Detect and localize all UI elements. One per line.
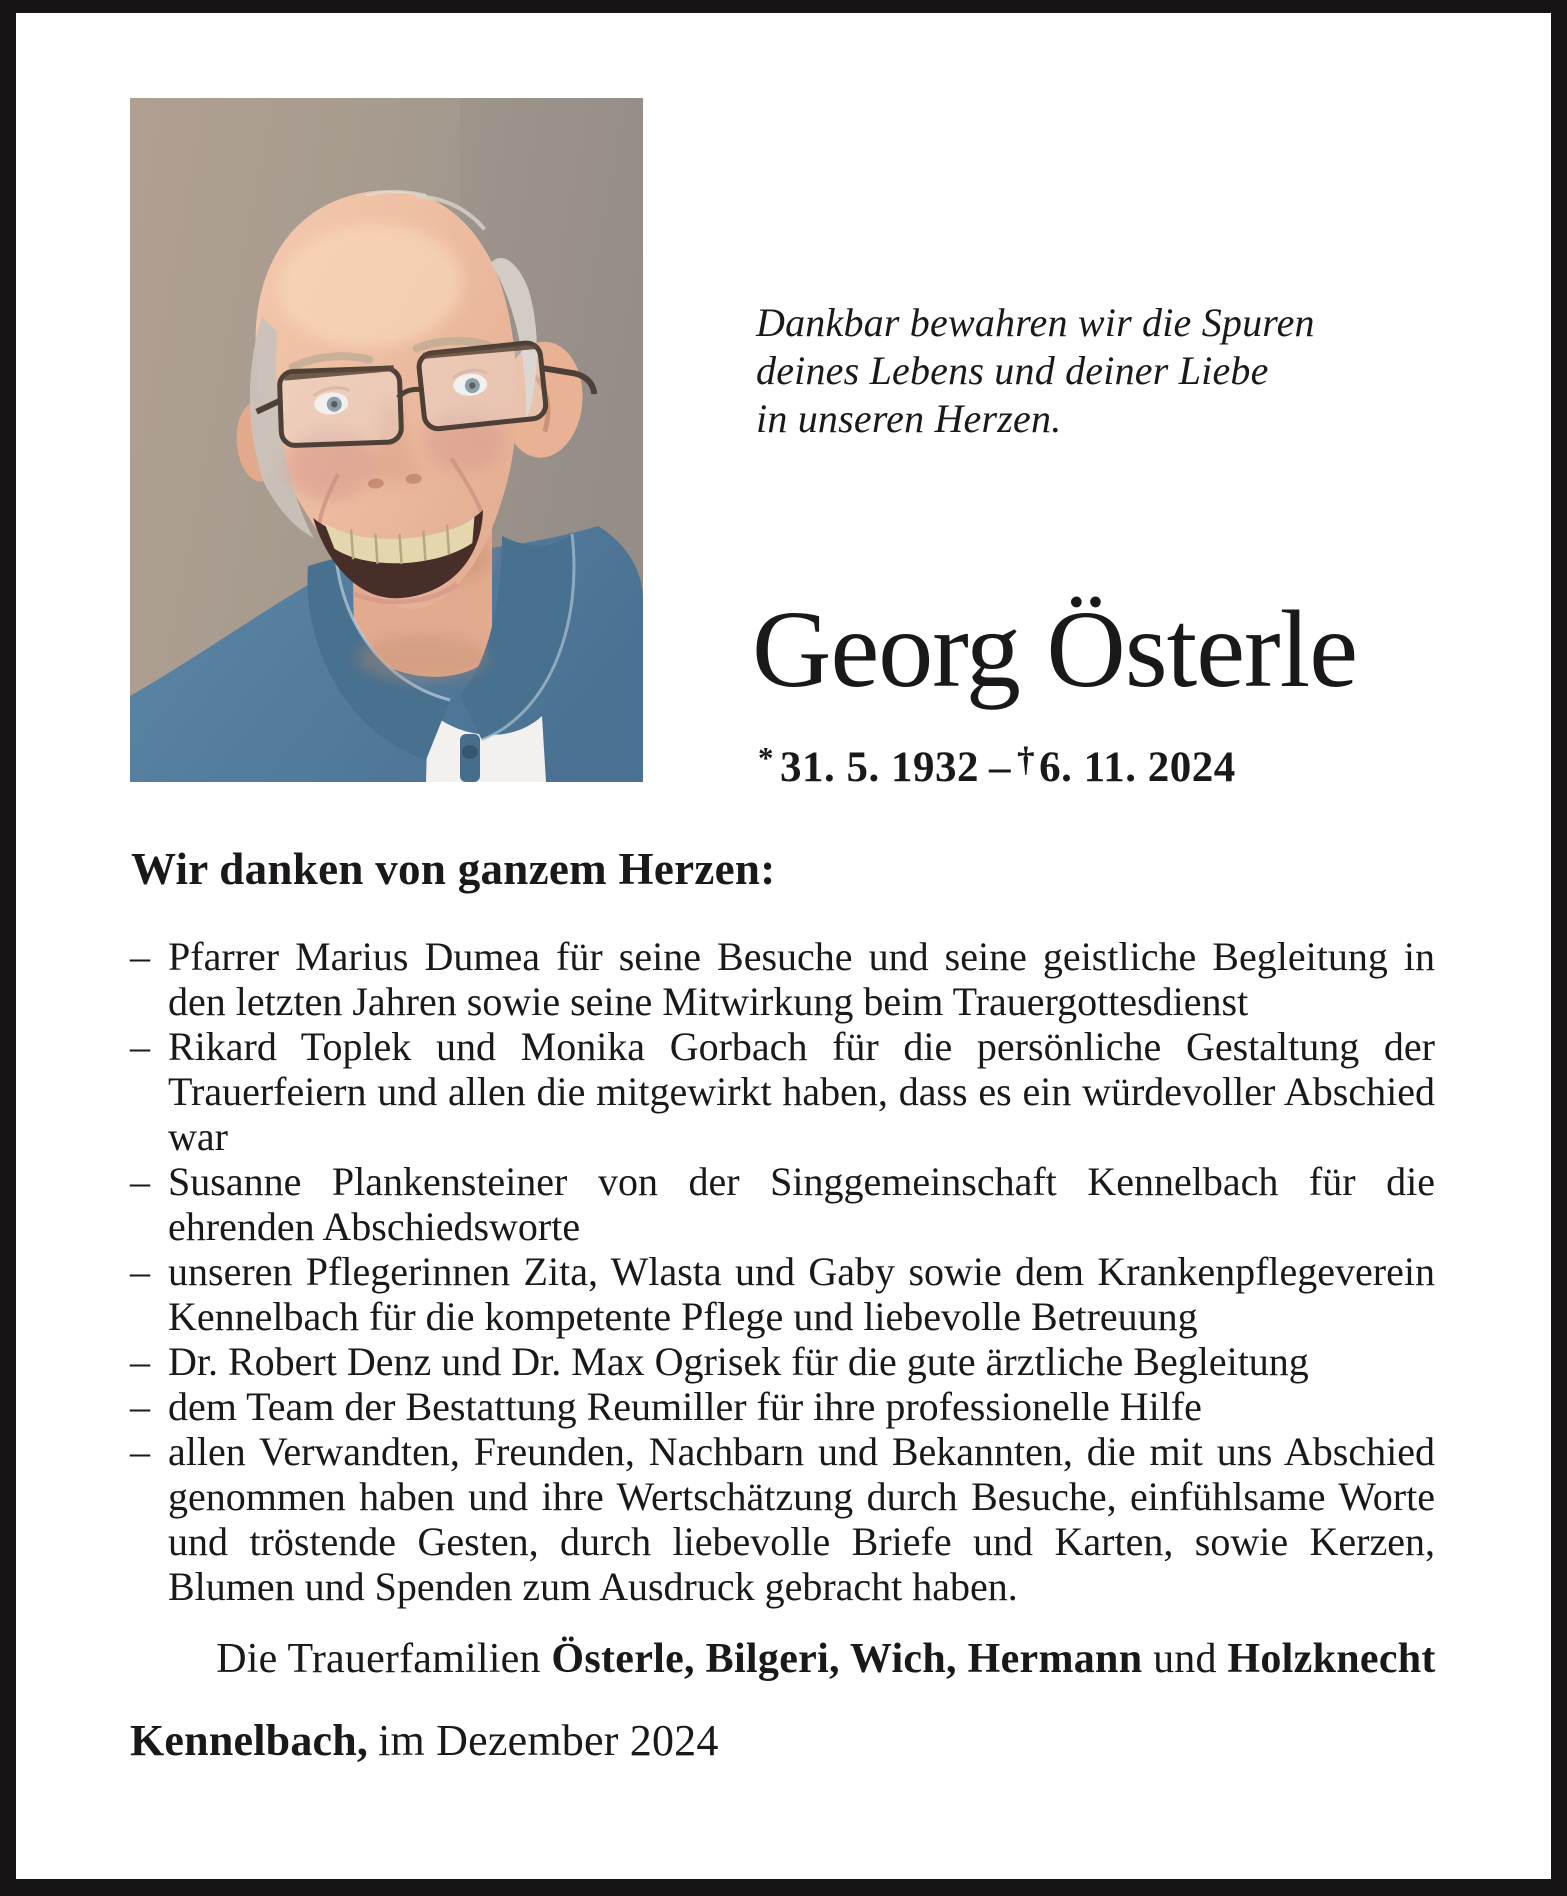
- dash-bullet-icon: –: [130, 1384, 150, 1429]
- thanks-list: [130, 934, 1435, 1609]
- family-prefix: Die Trauerfamilien: [216, 1636, 541, 1682]
- dash-bullet-icon: –: [130, 1429, 150, 1474]
- thanks-item-text: Rikard Toplek und Monika Gorbach für die persönliche Gestaltung der Trauerfeiern und allen die mitgewirkt haben, dass es ein würdevoller Abschied war: [168, 1024, 1435, 1159]
- thanks-item-text: unseren Pflegerinnen Zita, Wlasta und Gaby sowie dem Krankenpflegeverein Kennelbach für die kompetente Pflege und liebevolle Betreuung: [168, 1249, 1435, 1339]
- notice-sheet: [16, 13, 1551, 1879]
- thanks-list-item: [130, 1339, 1435, 1384]
- dash-bullet-icon: –: [130, 1159, 150, 1204]
- thanks-list-item: [130, 1429, 1435, 1609]
- quote-line: deines Lebens und deiner Liebe: [756, 348, 1269, 393]
- quote-line: Dankbar bewahren wir die Spuren: [756, 300, 1315, 345]
- closing-line: [130, 1715, 719, 1766]
- thanks-item-text: allen Verwandten, Freunden, Nachbarn und Bekannten, die mit uns Abschied genommen haben und ihre Wertschätzung durch Besuche, einfühlsame Worte und tröstende Gesten, durch liebevolle Briefe und Karten, sowie Kerzen, Blumen und Spenden zum Ausdruck gebracht haben.: [168, 1429, 1435, 1609]
- life-dates: [758, 739, 1236, 794]
- family-conjunction: und: [1153, 1636, 1217, 1682]
- death-cross-icon: †: [1016, 740, 1036, 780]
- thanks-list-item: [130, 1249, 1435, 1339]
- quote-line: in unseren Herzen.: [756, 396, 1062, 441]
- deceased-name: Georg Österle: [752, 588, 1358, 710]
- thanks-item-text: Dr. Robert Denz und Dr. Max Ogrisek für die gute ärztliche Begleitung: [168, 1339, 1309, 1384]
- thanks-heading: Wir danken von ganzem Herzen:: [131, 844, 776, 894]
- dates-separator: –: [988, 744, 1011, 791]
- closing-date: im Dezember 2024: [378, 1716, 719, 1765]
- dash-bullet-icon: –: [130, 1249, 150, 1294]
- mourning-families-line: [156, 1635, 1496, 1683]
- thanks-list-item: [130, 1159, 1435, 1249]
- death-date: 6. 11. 2024: [1039, 744, 1236, 791]
- thanks-list-item: [130, 1384, 1435, 1429]
- thanks-list-item: [130, 934, 1435, 1024]
- thanks-item-text: dem Team der Bestattung Reumiller für ihre professionelle Hilfe: [168, 1384, 1202, 1429]
- place-name: Kennelbach,: [130, 1716, 369, 1765]
- thanks-item-text: Susanne Plankensteiner von der Singgemeinschaft Kennelbach für die ehrenden Abschiedsworte: [168, 1159, 1435, 1249]
- memorial-quote: [756, 299, 1315, 443]
- dash-bullet-icon: –: [130, 934, 150, 979]
- birth-date: 31. 5. 1932: [779, 744, 979, 791]
- dash-bullet-icon: –: [130, 1024, 150, 1069]
- birth-star-icon: *: [758, 740, 774, 775]
- portrait-illustration: [130, 98, 643, 782]
- portrait-photo: [130, 98, 643, 782]
- dash-bullet-icon: –: [130, 1339, 150, 1384]
- family-name-last: Holzknecht: [1227, 1636, 1436, 1682]
- thanks-list-item: [130, 1024, 1435, 1159]
- thanks-item-text: Pfarrer Marius Dumea für seine Besuche und seine geistliche Begleitung in den letzten Jahren sowie seine Mitwirkung beim Trauergottesdienst: [168, 934, 1435, 1024]
- family-names: Österle, Bilgeri, Wich, Hermann: [551, 1636, 1143, 1682]
